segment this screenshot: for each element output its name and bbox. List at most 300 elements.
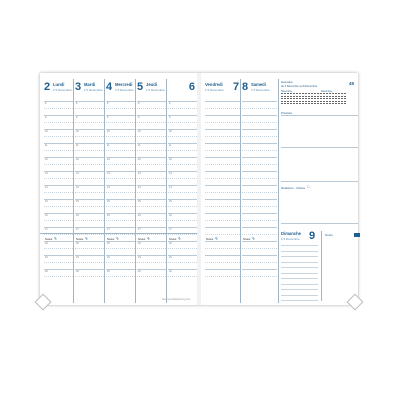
notes-label: Notes <box>243 237 251 241</box>
day-header <box>242 79 277 101</box>
section-divider <box>281 223 358 224</box>
hour-line <box>106 213 135 214</box>
notes-label: Notes <box>206 237 214 241</box>
mini-calendar-cell <box>302 103 304 104</box>
mini-calendar-cell <box>299 98 301 99</box>
half-hour-line <box>242 164 277 165</box>
mini-calendar-cell <box>302 101 304 102</box>
mini-calendar-month: Décembre <box>321 90 333 93</box>
half-hour-line <box>106 136 135 137</box>
half-hour-line <box>75 136 104 137</box>
hour-label: 9 <box>45 116 47 119</box>
hour-label: 18 <box>169 242 172 245</box>
half-hour-line <box>137 206 166 207</box>
column-divider <box>73 79 74 303</box>
planner-spread <box>40 73 358 305</box>
hour-label: 15 <box>138 200 141 203</box>
day-notes[interactable] <box>138 236 150 241</box>
hour-line <box>106 129 135 130</box>
mini-calendar-cell <box>299 96 301 97</box>
hour-line <box>137 101 166 102</box>
hour-label: 20 <box>169 270 172 273</box>
mini-calendar-cell <box>305 101 307 102</box>
hour-line <box>137 171 166 172</box>
mini-calendar-cell <box>290 101 292 102</box>
hour-label: 8 <box>45 102 47 105</box>
hour-line <box>44 185 73 186</box>
section-divider <box>281 147 358 148</box>
half-hour-line <box>242 136 277 137</box>
day-column-6[interactable] <box>242 79 277 303</box>
day-number: 4 <box>106 81 113 93</box>
sunday-line <box>281 273 318 274</box>
hour-label: 17 <box>76 228 79 231</box>
day-header <box>205 79 240 101</box>
hour-label: 8 <box>138 102 140 105</box>
hour-line <box>205 241 240 242</box>
mini-calendar-cell <box>344 101 346 102</box>
pen-icon: ✎ <box>83 236 88 241</box>
mini-calendar-cell <box>311 98 313 99</box>
mini-calendar-cell <box>293 96 295 97</box>
mini-calendar-cell <box>311 93 313 94</box>
half-hour-line <box>205 234 240 235</box>
hour-line <box>168 129 197 130</box>
half-hour-line <box>137 150 166 151</box>
sunday-line <box>281 289 318 290</box>
hour-line <box>137 269 166 270</box>
half-hour-line <box>44 164 73 165</box>
half-hour-line <box>168 192 197 193</box>
sunday-line <box>281 300 318 301</box>
day-notes[interactable] <box>45 236 57 241</box>
day-column-2[interactable] <box>106 79 135 303</box>
hour-label: 18 <box>45 242 48 245</box>
half-hour-line <box>75 276 104 277</box>
hour-label: 9 <box>107 116 109 119</box>
hour-line <box>242 101 277 102</box>
day-notes[interactable] <box>206 236 218 241</box>
hour-label: 11 <box>138 144 141 147</box>
mini-calendar-cell <box>317 98 319 99</box>
hour-line <box>137 255 166 256</box>
mini-calendar-cell <box>281 103 283 104</box>
hour-label: 9 <box>76 116 78 119</box>
half-hour-line <box>106 164 135 165</box>
half-hour-line <box>44 262 73 263</box>
hour-label: 15 <box>169 200 172 203</box>
pen-icon: ✎ <box>176 236 181 241</box>
hour-line <box>205 269 240 270</box>
column-divider <box>240 79 241 303</box>
hour-label: 13 <box>76 172 79 175</box>
mini-calendar-cell <box>284 93 286 94</box>
half-hour-line <box>242 206 277 207</box>
day-column-0[interactable] <box>44 79 73 303</box>
mini-calendar-cell <box>338 93 340 94</box>
section-divider <box>281 181 358 182</box>
half-hour-line <box>75 192 104 193</box>
half-hour-line <box>106 234 135 235</box>
half-hour-line <box>106 220 135 221</box>
hour-line <box>168 143 197 144</box>
day-name: Mardi <box>84 82 96 87</box>
mini-calendar-cell <box>284 96 286 97</box>
hour-line <box>44 199 73 200</box>
hour-line <box>242 269 277 270</box>
hour-label: 19 <box>45 256 48 259</box>
hour-line <box>168 199 197 200</box>
hour-line <box>75 269 104 270</box>
hour-label: 19 <box>107 256 110 259</box>
half-hour-line <box>205 164 240 165</box>
hour-line <box>106 115 135 116</box>
sunday-date: 1.5 Décembre <box>281 237 300 241</box>
pen-icon: ✎ <box>213 236 218 241</box>
hour-label: 17 <box>169 228 172 231</box>
hour-label: 11 <box>45 144 48 147</box>
half-hour-line <box>137 276 166 277</box>
hour-line <box>44 143 73 144</box>
mini-calendar-cell <box>329 98 331 99</box>
mini-calendar-cell <box>335 98 337 99</box>
half-hour-line <box>205 178 240 179</box>
hour-line <box>75 157 104 158</box>
mini-calendar-cell <box>317 103 319 104</box>
hour-label: 16 <box>107 214 110 217</box>
mini-calendar-cell <box>323 101 325 102</box>
mini-calendar-cell <box>299 93 301 94</box>
week-title: Semaine <box>281 80 293 84</box>
day-date: 1.5 Décembre <box>115 88 134 92</box>
hour-line <box>205 185 240 186</box>
sunday-divider <box>321 231 322 301</box>
hour-label: 15 <box>76 200 79 203</box>
half-hour-line <box>75 164 104 165</box>
hour-line <box>75 213 104 214</box>
mini-calendar-cell <box>329 96 331 97</box>
day-name: Mercredi <box>115 82 133 87</box>
sunday-notes-label: Notes <box>325 233 333 237</box>
mini-calendar-cell <box>323 98 325 99</box>
hour-line <box>44 101 73 102</box>
hour-line <box>44 157 73 158</box>
mini-calendar-cell <box>326 101 328 102</box>
day-number: 2 <box>44 81 51 93</box>
half-hour-line <box>168 234 197 235</box>
hour-label: 8 <box>76 102 78 105</box>
mini-calendar-cell <box>311 101 313 102</box>
mini-calendar-cell <box>341 93 343 94</box>
day-notes[interactable] <box>107 236 119 241</box>
mini-calendar-cell <box>308 103 310 104</box>
day-name: Lundi <box>53 82 65 87</box>
half-hour-line <box>44 234 73 235</box>
mini-calendar-cell <box>323 93 325 94</box>
hour-label: 12 <box>76 158 79 161</box>
mini-calendar-cell <box>284 101 286 102</box>
mini-calendar-cell <box>332 96 334 97</box>
mini-calendar-cell <box>296 96 298 97</box>
half-hour-line <box>44 136 73 137</box>
hour-label: 13 <box>45 172 48 175</box>
mini-calendar-cell <box>290 103 292 104</box>
mini-calendar-cell <box>314 98 316 99</box>
hour-line <box>205 213 240 214</box>
mini-calendar-cell <box>287 93 289 94</box>
half-hour-line <box>242 220 277 221</box>
sunday-line <box>281 245 318 246</box>
day-notes[interactable] <box>169 236 181 241</box>
day-column-3[interactable] <box>137 79 166 303</box>
mini-calendar-cell <box>290 98 292 99</box>
hour-line <box>137 129 166 130</box>
half-hour-line <box>168 248 197 249</box>
mini-calendar-cell <box>344 103 346 104</box>
hour-line <box>106 143 135 144</box>
half-hour-line <box>44 122 73 123</box>
mini-calendar-cell <box>329 101 331 102</box>
hour-line <box>168 171 197 172</box>
half-hour-line <box>137 220 166 221</box>
hour-line <box>106 227 135 228</box>
hour-line <box>242 199 277 200</box>
day-column-4[interactable] <box>168 79 197 303</box>
mini-calendar-cell <box>320 96 322 97</box>
hour-line <box>168 185 197 186</box>
half-hour-line <box>137 136 166 137</box>
mini-calendar-cell <box>314 101 316 102</box>
left-page <box>40 73 197 305</box>
mini-calendar-cell <box>293 98 295 99</box>
hour-line <box>75 241 104 242</box>
hour-line <box>137 241 166 242</box>
mini-calendar-cell <box>326 103 328 104</box>
mini-calendar-cell <box>332 101 334 102</box>
day-number: 7 <box>233 81 240 93</box>
hour-label: 8 <box>169 102 171 105</box>
day-header <box>106 79 135 101</box>
mini-calendar-cell <box>320 101 322 102</box>
half-hour-line <box>75 108 104 109</box>
mini-calendar-cell <box>293 101 295 102</box>
hour-line <box>75 171 104 172</box>
day-header <box>137 79 166 101</box>
mini-calendar-cell <box>281 93 283 94</box>
half-hour-line <box>137 178 166 179</box>
half-hour-line <box>137 108 166 109</box>
day-date: 1.5 Décembre <box>84 88 103 92</box>
hour-label: 14 <box>45 186 48 189</box>
hour-line <box>106 185 135 186</box>
mini-calendar-cell <box>329 103 331 104</box>
mini-calendar-cell <box>284 98 286 99</box>
half-hour-line <box>205 150 240 151</box>
sunday-line <box>281 295 318 296</box>
hour-label: 14 <box>107 186 110 189</box>
hour-line <box>205 199 240 200</box>
half-hour-line <box>168 122 197 123</box>
page-tab-marker[interactable] <box>354 233 360 237</box>
hour-line <box>242 213 277 214</box>
mini-calendar-cell <box>302 98 304 99</box>
half-hour-line <box>205 220 240 221</box>
half-hour-line <box>106 122 135 123</box>
hour-line <box>137 185 166 186</box>
notes-label: Notes <box>76 237 84 241</box>
priorities-divider <box>281 115 358 116</box>
day-column-5[interactable] <box>205 79 240 303</box>
notes-label: Notes <box>138 237 146 241</box>
half-hour-line <box>44 248 73 249</box>
contacts-icon: ☐ <box>307 185 310 189</box>
hour-label: 13 <box>169 172 172 175</box>
mini-calendar-cell <box>296 101 298 102</box>
hour-line <box>242 241 277 242</box>
hour-label: 18 <box>76 242 79 245</box>
mini-calendar-cell <box>293 103 295 104</box>
hour-label: 20 <box>76 270 79 273</box>
half-hour-line <box>205 122 240 123</box>
half-hour-line <box>106 192 135 193</box>
hour-label: 11 <box>76 144 79 147</box>
half-hour-line <box>75 234 104 235</box>
day-date: 1.5 Décembre <box>53 88 72 92</box>
day-header <box>75 79 104 101</box>
hour-label: 9 <box>138 116 140 119</box>
hour-label: 17 <box>107 228 110 231</box>
hour-line <box>168 241 197 242</box>
half-hour-line <box>75 206 104 207</box>
mini-calendar-cell <box>326 98 328 99</box>
mini-calendar-cell <box>335 96 337 97</box>
hour-label: 16 <box>138 214 141 217</box>
day-date: 1.5 Décembre <box>205 88 224 92</box>
mini-calendar-cell <box>320 98 322 99</box>
mini-calendar-cell <box>335 101 337 102</box>
priorities-label: Priorités <box>281 111 293 115</box>
mini-calendar-cell <box>317 101 319 102</box>
mini-calendar-cell <box>341 101 343 102</box>
mini-calendar-cell <box>302 96 304 97</box>
mini-calendar-cell <box>308 98 310 99</box>
column-divider <box>278 79 279 303</box>
mini-calendar-cell <box>326 93 328 94</box>
hour-label: 13 <box>138 172 141 175</box>
mini-calendar-cell <box>338 103 340 104</box>
hour-label: 10 <box>107 130 110 133</box>
half-hour-line <box>205 276 240 277</box>
mini-calendar-cell <box>296 93 298 94</box>
sunday-line <box>281 262 318 263</box>
pen-icon: ✎ <box>114 236 119 241</box>
hour-line <box>168 213 197 214</box>
hour-line <box>242 157 277 158</box>
half-hour-line <box>242 234 277 235</box>
pen-icon: ✎ <box>250 236 255 241</box>
column-divider <box>135 79 136 303</box>
hour-line <box>242 129 277 130</box>
hour-line <box>168 101 197 102</box>
half-hour-line <box>75 178 104 179</box>
hour-line <box>75 185 104 186</box>
hour-line <box>137 227 166 228</box>
mini-calendar-cell <box>344 93 346 94</box>
half-hour-line <box>205 108 240 109</box>
hour-line <box>137 157 166 158</box>
mini-calendar-cell <box>290 93 292 94</box>
half-hour-line <box>44 206 73 207</box>
hour-label: 12 <box>138 158 141 161</box>
mini-calendar-cell <box>305 103 307 104</box>
half-hour-line <box>106 108 135 109</box>
hour-line <box>44 115 73 116</box>
hour-line <box>242 115 277 116</box>
half-hour-line <box>205 136 240 137</box>
mini-calendar-cell <box>281 101 283 102</box>
hour-label: 10 <box>169 130 172 133</box>
mini-calendar-cell <box>314 93 316 94</box>
day-date: 1.5 Décembre <box>251 88 270 92</box>
hour-label: 18 <box>107 242 110 245</box>
hour-line <box>44 213 73 214</box>
mini-calendar-cell <box>284 103 286 104</box>
half-hour-line <box>242 262 277 263</box>
hour-label: 10 <box>45 130 48 133</box>
hour-line <box>205 227 240 228</box>
mini-calendar-cell <box>323 103 325 104</box>
mini-calendar-cell <box>317 96 319 97</box>
column-divider <box>104 79 105 303</box>
half-hour-line <box>168 206 197 207</box>
half-hour-line <box>44 150 73 151</box>
hour-line <box>44 269 73 270</box>
hour-label: 14 <box>138 186 141 189</box>
half-hour-line <box>75 248 104 249</box>
hour-line <box>106 101 135 102</box>
mini-calendar-cell <box>311 96 313 97</box>
day-column-1[interactable] <box>75 79 104 303</box>
half-hour-line <box>106 206 135 207</box>
half-hour-line <box>106 178 135 179</box>
week-number: 49 <box>348 81 354 86</box>
hour-line <box>168 115 197 116</box>
pen-icon: ✎ <box>52 236 57 241</box>
hour-line <box>75 255 104 256</box>
half-hour-line <box>75 220 104 221</box>
hour-label: 10 <box>76 130 79 133</box>
day-notes[interactable] <box>243 236 255 241</box>
half-hour-line <box>242 108 277 109</box>
sunday-line <box>281 256 318 257</box>
hour-line <box>168 255 197 256</box>
mini-calendar-cell <box>308 101 310 102</box>
mini-calendar-cell <box>290 96 292 97</box>
day-date: 1.5 Décembre <box>146 88 165 92</box>
mini-calendar-cell <box>296 103 298 104</box>
mini-calendar-cell <box>287 98 289 99</box>
hour-line <box>106 199 135 200</box>
half-hour-line <box>168 220 197 221</box>
mini-calendar-cell <box>287 101 289 102</box>
hour-line <box>205 115 240 116</box>
hour-line <box>168 227 197 228</box>
hour-line <box>106 255 135 256</box>
mini-calendar-cell <box>332 93 334 94</box>
day-notes[interactable] <box>76 236 88 241</box>
half-hour-line <box>205 192 240 193</box>
mini-calendar-cell <box>338 98 340 99</box>
